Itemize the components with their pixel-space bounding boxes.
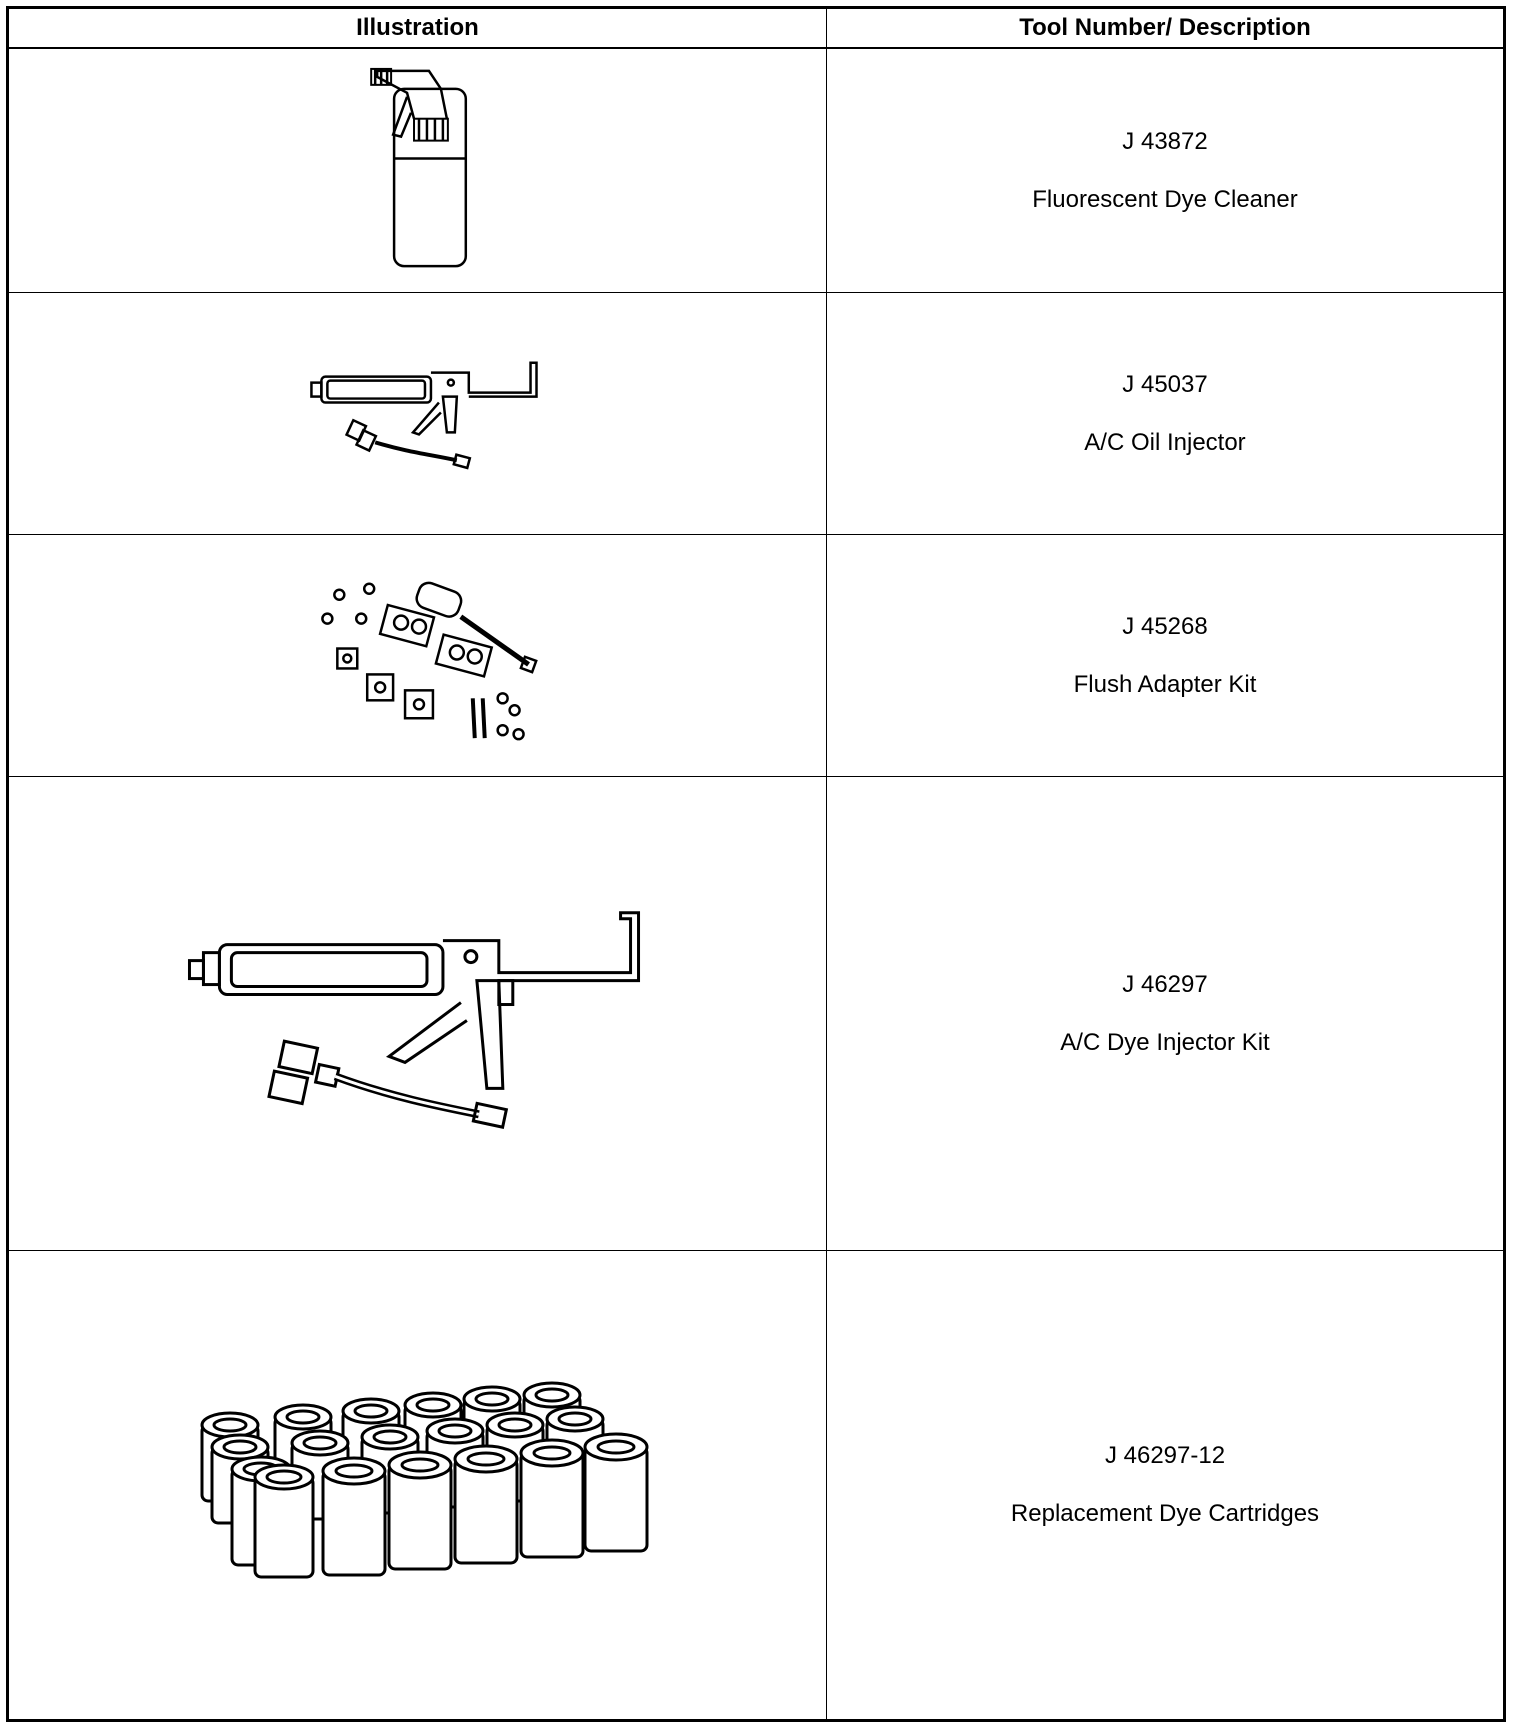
tool-description: Replacement Dye Cartridges (1010, 1500, 1320, 1527)
tool-number: J 43872 (1122, 127, 1208, 155)
tool-description: Flush Adapter Kit (1073, 670, 1257, 698)
table-header-row (9, 9, 1503, 49)
header-illustration: Illustration (356, 14, 479, 41)
tool-number: J 46297 (1122, 970, 1208, 998)
tool-table (6, 6, 1506, 1722)
tool-number: J 45268 (1122, 612, 1208, 640)
illustration-cell (9, 535, 826, 776)
tool-description: A/C Dye Injector Kit (1060, 1028, 1270, 1056)
tool-description: Fluorescent Dye Cleaner (1032, 185, 1298, 213)
table-row (9, 293, 1503, 535)
spray-bottle-icon (9, 49, 826, 292)
table-row (9, 535, 1503, 777)
dye-cartridges-icon (9, 1251, 826, 1719)
table-row (9, 49, 1503, 293)
table-row (9, 777, 1503, 1251)
flush-adapter-kit-icon (9, 535, 826, 776)
oil-injector-gun-icon (9, 293, 826, 534)
dye-injector-gun-icon (9, 777, 826, 1250)
tool-description: A/C Oil Injector (1084, 428, 1246, 456)
illustration-cell (9, 1251, 826, 1719)
illustration-cell (9, 293, 826, 534)
header-tool-description: Tool Number/ Description (1019, 14, 1311, 41)
table-row (9, 1251, 1503, 1719)
illustration-cell (9, 777, 826, 1250)
tool-number: J 46297-12 (1104, 1442, 1226, 1469)
illustration-cell (9, 49, 826, 292)
tool-number: J 45037 (1122, 370, 1208, 398)
